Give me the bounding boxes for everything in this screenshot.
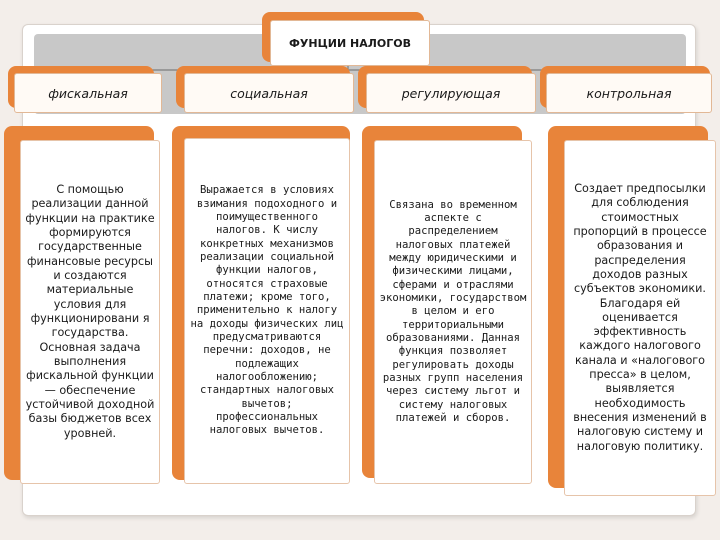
- description-fiscal: С помощью реализации данной функции на практике формируются государственные финансовые ресурсы и создаются материальные условия для функционировани я государства. Основная задача выполнения фискальной функции — обеспечение устойчивой доходной базы бюджетов всех уровней.: [20, 140, 160, 484]
- category-regulating: регулирующая: [366, 73, 536, 113]
- description-control: Создает предпосылки для соблюдения стоимостных пропорций в процессе образования и распределения доходов разных субъектов экономики. Благодаря ей оценивается эффективность каждого налогового канала и «налогового пресса» в целом, выявляется необходимость внесения изменений в налоговую систему и налоговую политику.: [564, 140, 716, 496]
- category-control: контрольная: [546, 73, 712, 113]
- category-social: социальная: [184, 73, 354, 113]
- category-fiscal: фискальная: [14, 73, 162, 113]
- diagram-title: ФУНЦИИ НАЛОГОВ: [270, 20, 430, 66]
- description-regulating: Связана во временном аспекте с распределением налоговых платежей между юридическими и физическими лицами, сферами и отраслями экономики, государством в целом и его территориальными образованиями. Данная функция позволяет регулировать доходы разных групп населения через систему льгот и систему налоговых платежей и сборов.: [374, 140, 532, 484]
- description-social: Выражается в условиях взимания подоходного и поимущественного налогов. К числу конкретных механизмов реализации социальной функции налогов, относятся страховые платежи; кроме того, применительно к налогу на доходы физических лиц предусматриваются перечни: доходов, не подлежащих налогообложению; стандартных налоговых вычетов; профессиональных налоговых вычетов.: [184, 138, 350, 484]
